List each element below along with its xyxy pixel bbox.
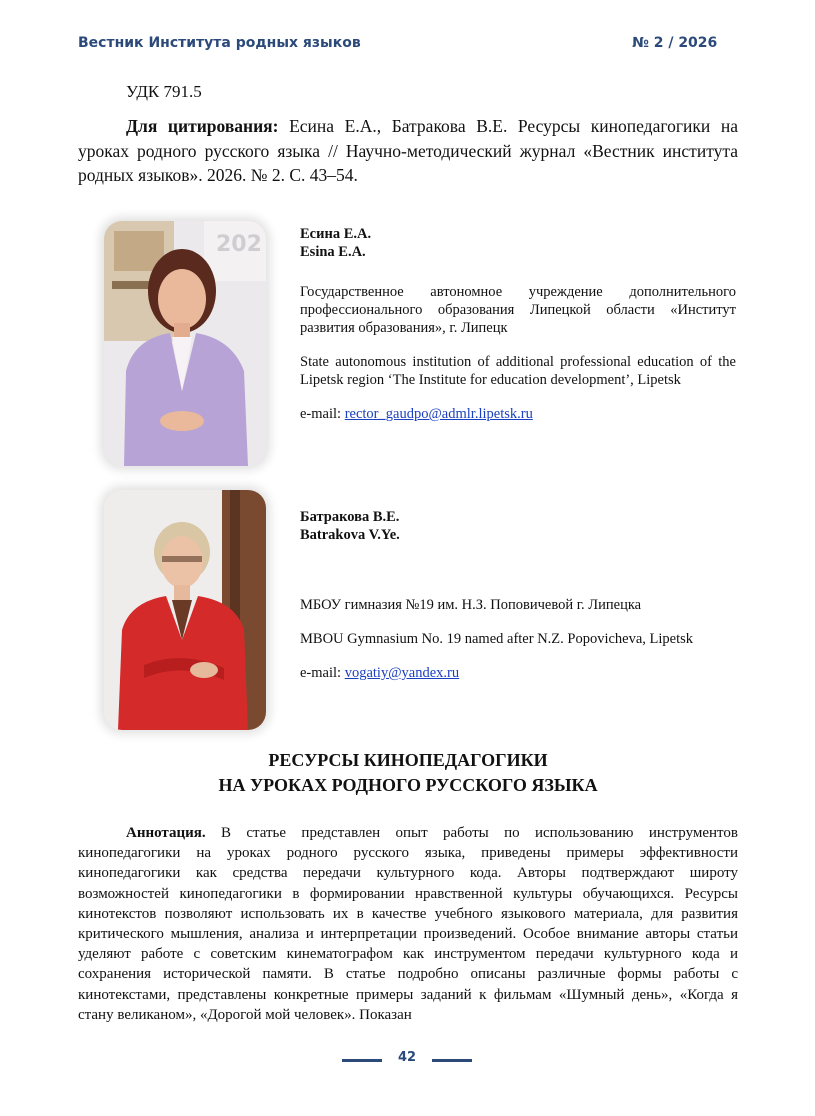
author-esina [300,225,736,423]
article-title-line1: РЕСУРСЫ КИНОПЕДАГОГИКИ [268,750,548,770]
abstract-label: Аннотация. [126,825,206,841]
abstract [78,823,738,1025]
issue-number: № 2 / 2026 [632,35,718,51]
citation-label: Для цитирования: [126,116,279,136]
author-name-ru: Батракова В.Е. [300,509,400,525]
author-name-en: Esina E.A. [300,244,366,260]
author-name-en: Batrakova V.Ye. [300,527,400,543]
email-link[interactable]: vogatiy@yandex.ru [344,665,460,681]
email-line [300,405,736,423]
abstract-text: В статье представлен опыт работы по использованию инструментов кинопедагогики на уроках родного русского языка, приведены примеры эффективности кинопедагогики как средства передачи культурного кода. Авторы подтверждают широту возможностей кинопедагогики в формировании нравственной культуры обучающихся. Ресурсы кинотекстов позволяют использовать их в качестве учебного языкового материала, для развития критического мышления, анализа и интерпретации произведений. Особое внимание авторы статьи уделяют работе с советским кинематографом как инструментом передачи культурного кода и сохранения исторической памяти. В статье подробно описаны различные формы работы с кинотекстами, представлены конкретные примеры заданий к фильмам «Шумный день», «Когда я стану великаном», «Дорогой мой человек». Показан [78,825,738,1023]
email-line [300,664,736,682]
page-number-rule-left [342,1059,382,1062]
journal-title: Вестник Института родных языков [78,35,361,51]
citation-text: Есина Е.А., Батракова В.Е. Ресурсы кинопедагогики на уроках родного русского языка // Научно-методический журнал «Вестник института родных языков». 2026. № 2. С. 43–54. [78,116,738,185]
email-label: e-mail: [300,406,345,422]
author-photo-batrakova [104,490,266,730]
author-name-ru: Есина Е.А. [300,226,372,242]
affiliation-en: State autonomous institution of additional professional education of the Lipetsk region ‘The Institute for education development’, Lipetsk [300,354,736,388]
article-title-line2: НА УРОКАХ РОДНОГО РУССКОГО ЯЗЫКА [218,775,598,795]
affiliation-ru: Государственное автономное учреждение дополнительного профессионального образования Липецкой области «Институт развития образования», г. Липецк [300,284,736,336]
affiliation-en: MBOU Gymnasium No. 19 named after N.Z. Popovicheva, Lipetsk [300,631,694,647]
affiliation-ru: МБОУ гимназия №19 им. Н.З. Поповичевой г. Липецка [300,597,642,613]
email-link[interactable]: rector_gaudpo@admlr.lipetsk.ru [344,406,533,422]
svg-text:202: 202 [216,232,262,257]
email-label: e-mail: [300,665,345,681]
udk-code: УДК 791.5 [126,82,202,101]
page-number-rule-right [432,1059,472,1062]
article-title [80,748,736,798]
author-batrakova [300,508,736,682]
page-number: 42 [397,1050,417,1065]
citation [78,114,738,188]
author-photo-esina [104,221,266,466]
